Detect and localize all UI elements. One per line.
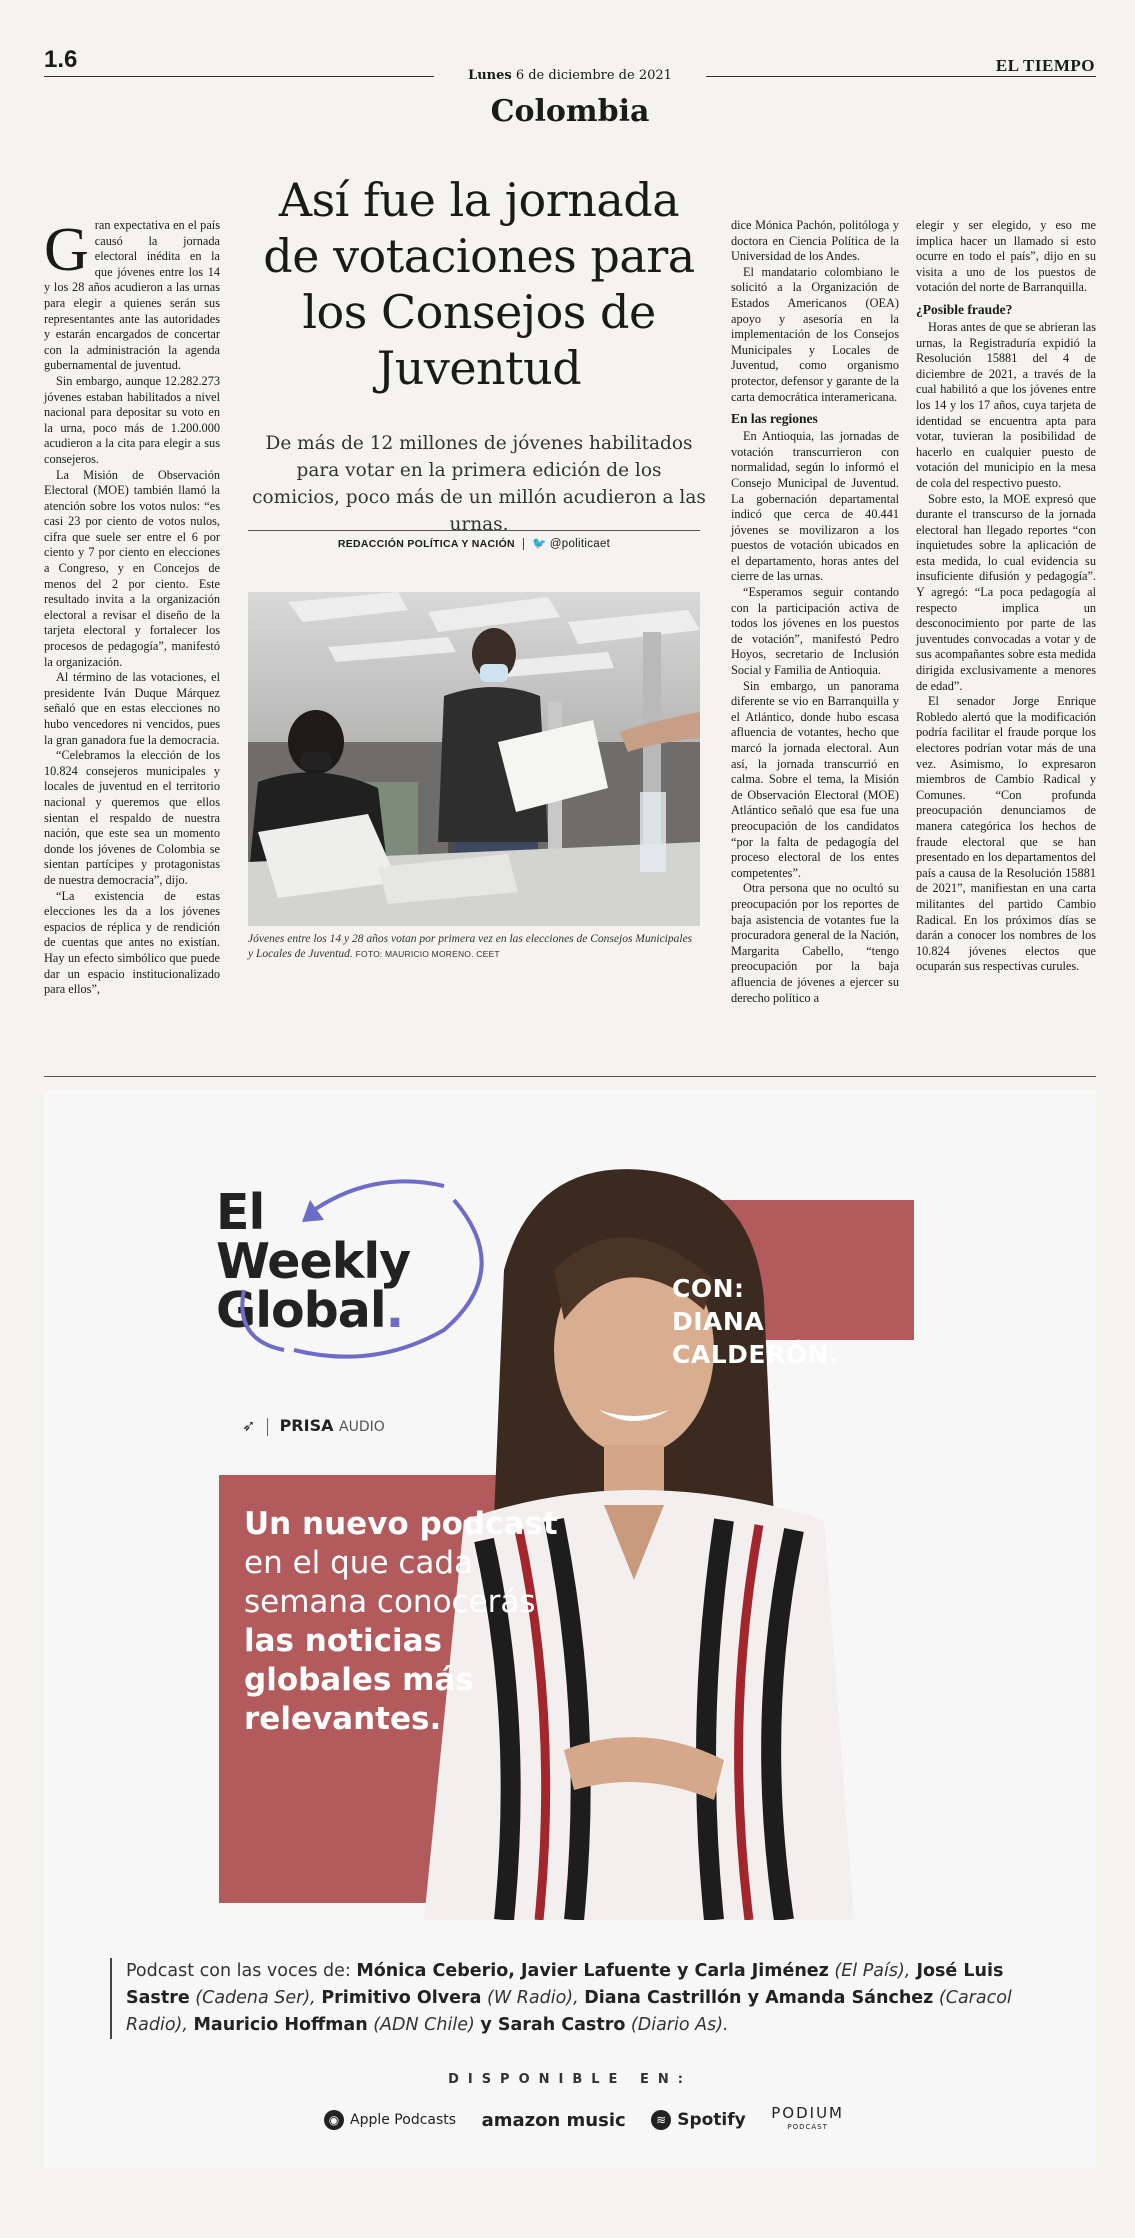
paragraph: Otra persona que no ocultó su preocupación por los reportes de baja asistencia de votantes fue la procuradora general de la Nación, Margarita Cabello, “tengo preocupación por la baja afluencia de jóvenes a ejercer su derecho político a bbox=[731, 881, 899, 1005]
amazon-music-logo[interactable] bbox=[482, 2110, 626, 2131]
apple-podcasts-text: Apple Podcasts bbox=[350, 2112, 457, 2128]
article-column-1 bbox=[44, 218, 220, 998]
platform-logos bbox=[324, 2106, 844, 2134]
podium-sub-text: PODCAST bbox=[787, 2123, 828, 2131]
byline-author: REDACCIÓN POLÍTICA Y NACIÓN bbox=[337, 538, 515, 550]
voices-name: Diana Castrillón y Amanda Sánchez bbox=[584, 1988, 934, 2008]
article-photo bbox=[248, 592, 700, 926]
photo-illustration bbox=[248, 592, 700, 926]
paragraph: En Antioquia, las jornadas de votación transcurrieron con normalidad, según lo informó el Consejo Municipal de Juventud. La gobernación departamental indicó que cerca de 40.441 jóvenes se movilizaron a los puestos de votación ubicados en el departamento, horas antes del cierre de las urnas. bbox=[731, 429, 899, 584]
ad-voices-credits bbox=[110, 1958, 1050, 2039]
apple-podcasts-logo[interactable] bbox=[324, 2110, 456, 2130]
photo-caption bbox=[248, 932, 700, 962]
paragraph: Sin embargo, un panorama diferente se vio en Barranquilla y el Atlántico, donde hubo escasa afluencia de votantes, hecho que marcó la jornada electoral. Aun así, la jornada transcurrió en calma. Sobre el tema, la Misión de Observación Electoral (MOE) Atlántico señaló que esa fue una preocupación de los candidatos “por la falta de pedagogía del proceso electoral de los entes competentes”. bbox=[731, 678, 899, 880]
ad-podcast-copy bbox=[244, 1505, 564, 1739]
pod-bold-1: Un nuevo podcast bbox=[244, 1506, 558, 1542]
bird-logo-icon: ➶ bbox=[242, 1416, 256, 1435]
voices-intro: Podcast con las voces de: bbox=[126, 1961, 357, 1981]
article-column-3 bbox=[731, 218, 899, 1006]
ad-host-label: CON: bbox=[672, 1274, 745, 1303]
subheading-fraud: ¿Posible fraude? bbox=[916, 301, 1013, 317]
voices-media: (W Radio), bbox=[481, 1988, 585, 2008]
caption-text: Jóvenes entre los 14 y 28 años votan por primera vez en las elecciones de Consejos Municipales y Locales de Juventud. bbox=[248, 933, 693, 960]
voices-media: (ADN Chile) bbox=[367, 2015, 481, 2035]
podium-podcast-logo[interactable] bbox=[771, 2106, 844, 2134]
paragraph: “Esperamos seguir contando con la participación activa de todos los jóvenes en los puestos de votación”, manifestó Pedro Hoyos, secretario de Inclusión Social y Familia de Antioquia. bbox=[731, 585, 899, 678]
subheading-regions: En las regiones bbox=[731, 411, 818, 427]
voices-media: (El País), bbox=[828, 1961, 911, 1981]
pod-text-1: en el que cada semana conocerás bbox=[244, 1545, 536, 1620]
twitter-handle[interactable]: @politicaet bbox=[549, 538, 611, 550]
voices-name: Primitivo Olvera bbox=[321, 1988, 482, 2008]
prisa-audio-text: AUDIO bbox=[339, 1419, 385, 1435]
date-rest: 6 de diciembre de 2021 bbox=[511, 68, 672, 83]
ad-title-line-2: Weekly bbox=[216, 1233, 411, 1290]
paragraph: El senador Jorge Enrique Robledo alertó que la modificación podría facilitar el fraude porque los electores podrían votar más de una vez. Asimismo, lo expresaron miembros de Cambio Radical y Comunes. “Con profunda preocupación denunciamos de manera categórica los hechos de fraude electoral que se han presentado en los departamentos del país a causa de la Resolución 15881 de 2021”, manifiestan en una carta militantes del partido Cambio Radical. En los próximos días se darán a conocer los nombres de los 10.824 jóvenes electos que ocuparán sus respectivas curules. bbox=[916, 694, 1096, 974]
voices-media: (Caracol Radio), bbox=[126, 1988, 1012, 2035]
paragraph: “Celebramos la elección de los 10.824 consejeros municipales y locales de juventud en el territorio nacional y queremos que ellos sientan el respaldo de nuestra nación, que este sea un momento donde los jóvenes de Colombia se sientan partícipes y protagonistas de nuestra democracia”, dijo. bbox=[44, 748, 220, 887]
paragraph: Horas antes de que se abrieran las urnas, la Registraduría expidió la Resolución 15881 del 4 de diciembre de 2021, a través de la cual habilitó a que los jóvenes entre los 14 y los 17 años, cuya tarjeta de identidad se encuentra apta para votar, tuvieran la posibilidad de hacerlo en cualquier puesto de votación del municipio en la mesa de cola del respectivo puesto. bbox=[916, 319, 1096, 490]
article-ad-divider bbox=[44, 1076, 1096, 1077]
article-subhead: De más de 12 millones de jóvenes habilitados para votar en la primera edición de los comicios, poco más de un millón acudieron a las urnas. bbox=[252, 433, 706, 535]
photo-credit: FOTO: MAURICIO MORENO. CEET bbox=[355, 949, 500, 959]
article-column-4 bbox=[916, 218, 1096, 975]
apple-podcasts-icon: ◉ bbox=[324, 2110, 344, 2130]
amazon-music-text: amazon music bbox=[481, 2109, 626, 2131]
paragraph: Sobre esto, la MOE expresó que durante el transcurso de la jornada electoral han llegado reportes “con inquietudes sobre la aplicación de esta medida, lo cual evidencia su insuficiente difusión y pedagogía”. Y agregó: “La poca pedagogía al respecto implica un desconocimiento por parte de las juventudes convocadas a votar y de sus acompañantes sobre esta medida dirigida exclusivamente a menores de edad”. bbox=[916, 491, 1096, 693]
voices-name: José Luis Sastre bbox=[126, 1961, 1004, 2008]
paragraph bbox=[44, 218, 220, 374]
paragraph: La Misión de Observación Electoral (MOE) también llamó la atención sobre los votos nulos: “es casi 23 por ciento de votos nulos, cifra que suele ser entre el 6 por ciento y 7 por ciento en elecciones a Congreso, y en Concejos de menos del 2 por ciento. Este resultado invita a la organización electoral a revisar el diseño de la tarjeta electoral y fortalecer los procesos de pedagogía”, manifestó la organización. bbox=[44, 467, 220, 669]
section-title: Colombia bbox=[490, 94, 650, 129]
spotify-text: Spotify bbox=[677, 2110, 746, 2130]
paragraph: El mandatario colombiano le solicitó a la Organización de Estados Americanos (OEA) apoyo y asesoría en la implementación de los Consejos Municipales y Locales de Juventud, como organismo protector, defensor y garante de la carta democrática interamericana. bbox=[731, 264, 899, 404]
ad-title-line-3: Global bbox=[216, 1282, 386, 1339]
prisa-audio-logo bbox=[242, 1416, 385, 1436]
arrow-swirl-icon bbox=[224, 1170, 504, 1360]
voices-media: (Cadena Ser), bbox=[189, 1988, 322, 2008]
voices-media: (Diario As). bbox=[625, 2015, 729, 2035]
paragraph: dice Mónica Pachón, politóloga y doctora en Ciencia Política de la Universidad de los Andes. bbox=[731, 218, 899, 264]
prisa-text: PRISA bbox=[279, 1416, 334, 1435]
spotify-icon: ≋ bbox=[651, 2110, 671, 2130]
newspaper-brand: EL TIEMPO bbox=[995, 56, 1095, 75]
twitter-icon: 🐦 bbox=[531, 538, 547, 550]
pod-bold-2: las noticias globales más relevantes. bbox=[244, 1623, 474, 1737]
logo-separator bbox=[267, 1418, 268, 1436]
page-number: 1.6 bbox=[44, 46, 78, 73]
paragraph: Sin embargo, aunque 12.282.273 jóvenes estaban habilitados a nivel nacional para depositar su voto en la urna, poco más de 1.200.000 acudieron a la cita para elegir a sus consejeros. bbox=[44, 373, 220, 466]
byline-separator bbox=[523, 538, 524, 550]
issue-date bbox=[440, 68, 700, 83]
voices-name: y Sarah Castro bbox=[480, 2015, 626, 2035]
available-on-label: DISPONIBLE EN: bbox=[448, 2072, 692, 2087]
voices-name: Mauricio Hoffman bbox=[193, 2015, 368, 2035]
header-rule-right bbox=[706, 76, 1096, 77]
paragraph: “La existencia de estas elecciones les da a los jóvenes espacios de réplica y de rendición de cuentas que antes no existían. Hay un efecto simbólico que puede dar un espacio institucionalizado para ellos”, bbox=[44, 888, 220, 997]
ad-host-first-name: DIANA bbox=[672, 1307, 765, 1336]
date-day: Lunes bbox=[468, 68, 512, 83]
ad-host bbox=[672, 1272, 839, 1371]
header-rule-left bbox=[44, 76, 434, 77]
spotify-logo[interactable] bbox=[651, 2110, 746, 2130]
drop-cap: G bbox=[44, 216, 89, 284]
paragraph: Al término de las votaciones, el presidente Iván Duque Márquez señaló que en estas elecciones no hubo vencedores ni vencidos, pues la gran ganadora fue la democracia. bbox=[44, 670, 220, 747]
byline bbox=[248, 536, 700, 550]
podium-text: PODIUM bbox=[771, 2104, 844, 2122]
paragraph: elegir y ser elegido, y eso me implica hacer un llamado si esto ocurre en todo el país”, dijo en su visita a uno de los puestos de votación del norte de Barranquilla. bbox=[916, 218, 1096, 295]
paragraph-text: ran expectativa en el país causó la jornada electoral inédita en la que jóvenes entre los 14 y los 28 años acudieron a las urnas para elegir a quienes serán sus representantes ante las autoridades y estarán encargados de concertar con la administración la agenda gubernamental de juventud. bbox=[44, 218, 220, 373]
podcast-advertisement bbox=[44, 1090, 1096, 2168]
byline-rule bbox=[248, 530, 700, 531]
ad-title-line-1: El bbox=[216, 1184, 265, 1241]
ad-title-dot: . bbox=[385, 1282, 404, 1339]
ad-host-last-name: CALDERÓN. bbox=[672, 1340, 839, 1369]
voices-name: Mónica Ceberio, Javier Lafuente y Carla Jiménez bbox=[356, 1961, 829, 1981]
article-headline: Así fue la jornada de votaciones para los Consejos de Juventud bbox=[263, 173, 695, 395]
